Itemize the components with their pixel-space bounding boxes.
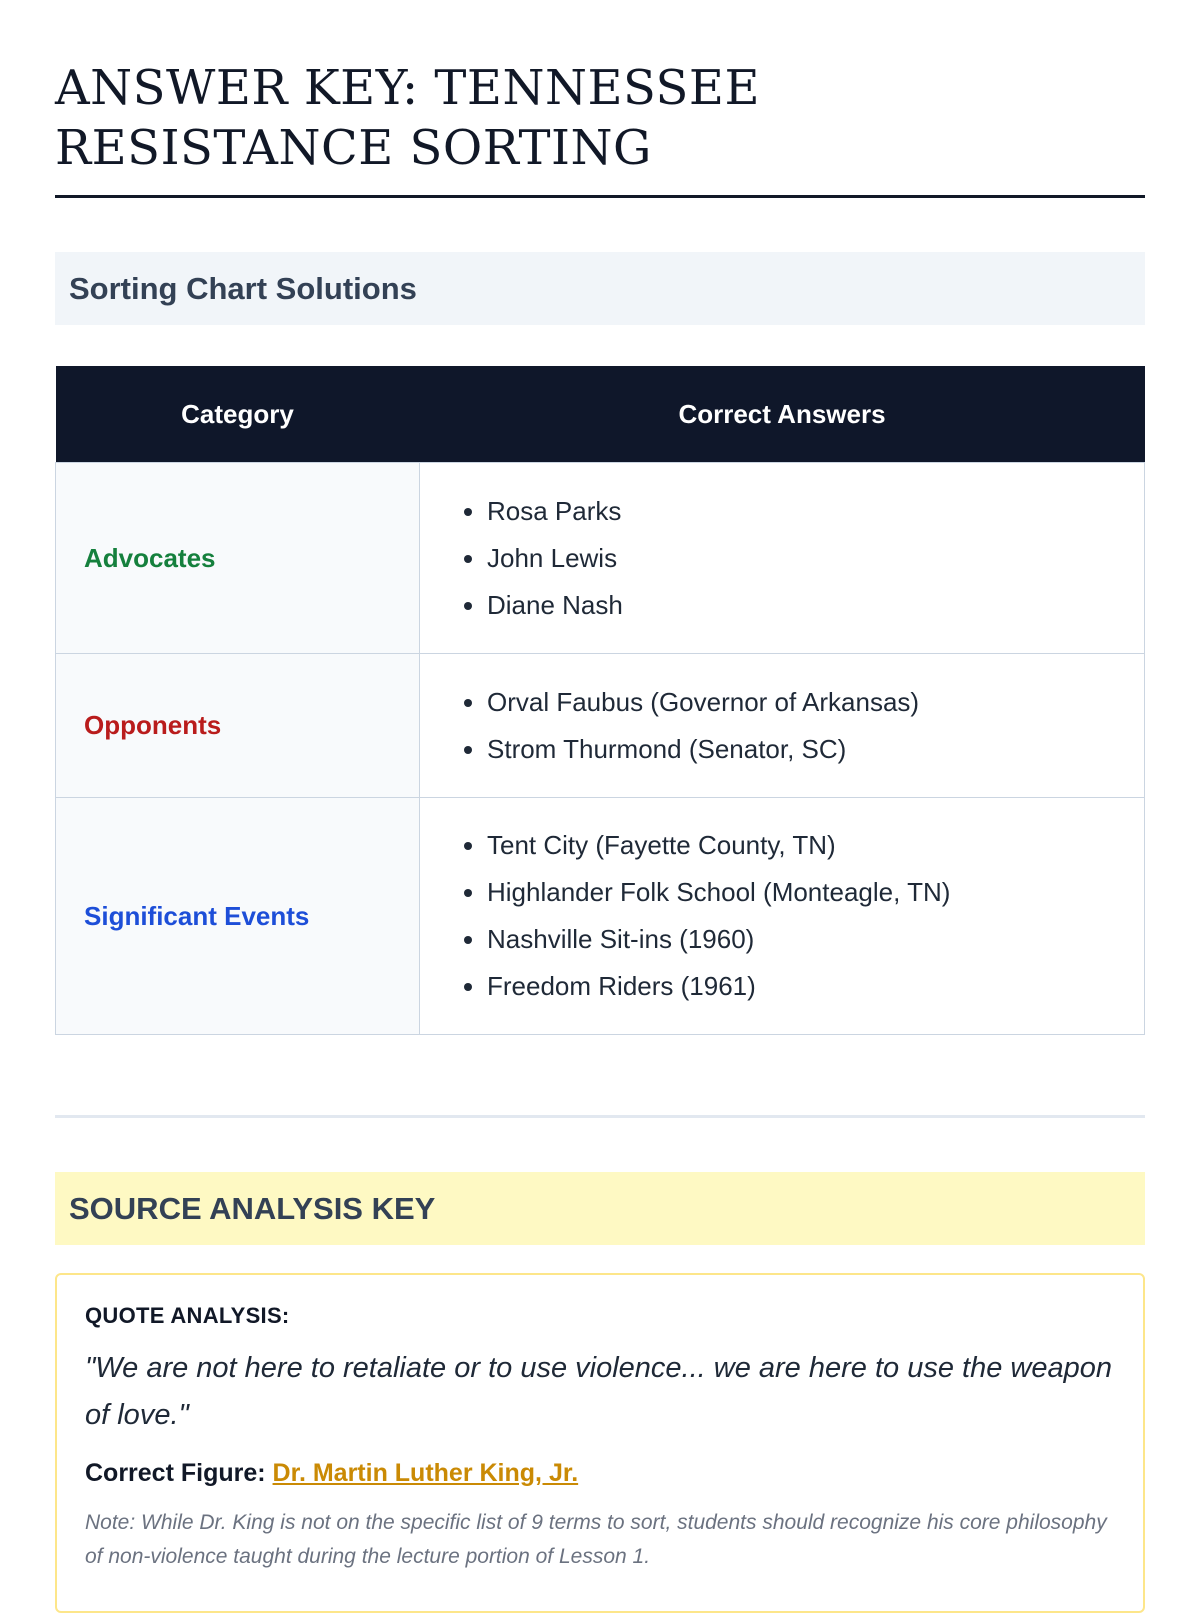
list-item: • Orval Faubus (Governor of Arkansas) <box>487 679 1144 726</box>
correct-figure-line <box>85 1459 1117 1488</box>
answers-list <box>458 822 1144 1010</box>
list-item: • Nashville Sit-ins (1960) <box>487 916 1144 963</box>
quote-text: "We are not here to retaliate or to use violence... we are here to use the weapon of love." <box>85 1352 1112 1431</box>
list-item: • John Lewis <box>487 535 1144 582</box>
correct-figure-label: Correct Figure: <box>85 1459 266 1487</box>
table-row-opponents <box>56 654 1145 798</box>
sorting-chart-table <box>55 366 1145 1035</box>
list-item: • Tent City (Fayette County, TN) <box>487 822 1144 869</box>
sorting-section-header: Sorting Chart Solutions <box>55 252 1145 325</box>
table-row-advocates <box>56 463 1145 654</box>
column-header-answers: Correct Answers <box>420 366 1145 463</box>
list-item: • Freedom Riders (1961) <box>487 963 1144 1010</box>
quote-analysis-label: QUOTE ANALYSIS: <box>85 1303 290 1328</box>
category-cell-opponents: Opponents <box>56 654 420 798</box>
answers-list <box>458 488 1144 629</box>
category-cell-events: Significant Events <box>56 798 420 1035</box>
correct-figure-link[interactable]: Dr. Martin Luther King, Jr. <box>272 1459 579 1487</box>
table-row-events <box>56 798 1145 1035</box>
category-cell-advocates: Advocates <box>56 463 420 654</box>
answers-list <box>458 679 1144 773</box>
list-item: • Strom Thurmond (Senator, SC) <box>487 726 1144 773</box>
answers-cell-opponents <box>420 654 1145 798</box>
title-divider <box>55 195 1145 198</box>
list-item: • Diane Nash <box>487 582 1144 629</box>
list-item: • Highlander Folk School (Monteagle, TN) <box>487 869 1144 916</box>
column-header-category: Category <box>56 366 420 463</box>
page-title: ANSWER KEY: TENNESSEE RESISTANCE SORTING <box>55 60 760 176</box>
source-section-header: SOURCE ANALYSIS KEY <box>55 1172 1145 1245</box>
section-divider <box>55 1115 1145 1118</box>
teacher-note: Note: While Dr. King is not on the specific list of 9 terms to sort, students should recognize his core philosophy of non-violence taught during the lecture portion of Lesson 1. <box>85 1511 1107 1568</box>
table-header-row <box>56 366 1145 463</box>
answers-cell-events <box>420 798 1145 1035</box>
list-item: • Rosa Parks <box>487 488 1144 535</box>
answers-cell-advocates <box>420 463 1145 654</box>
quote-analysis-box <box>55 1273 1145 1613</box>
